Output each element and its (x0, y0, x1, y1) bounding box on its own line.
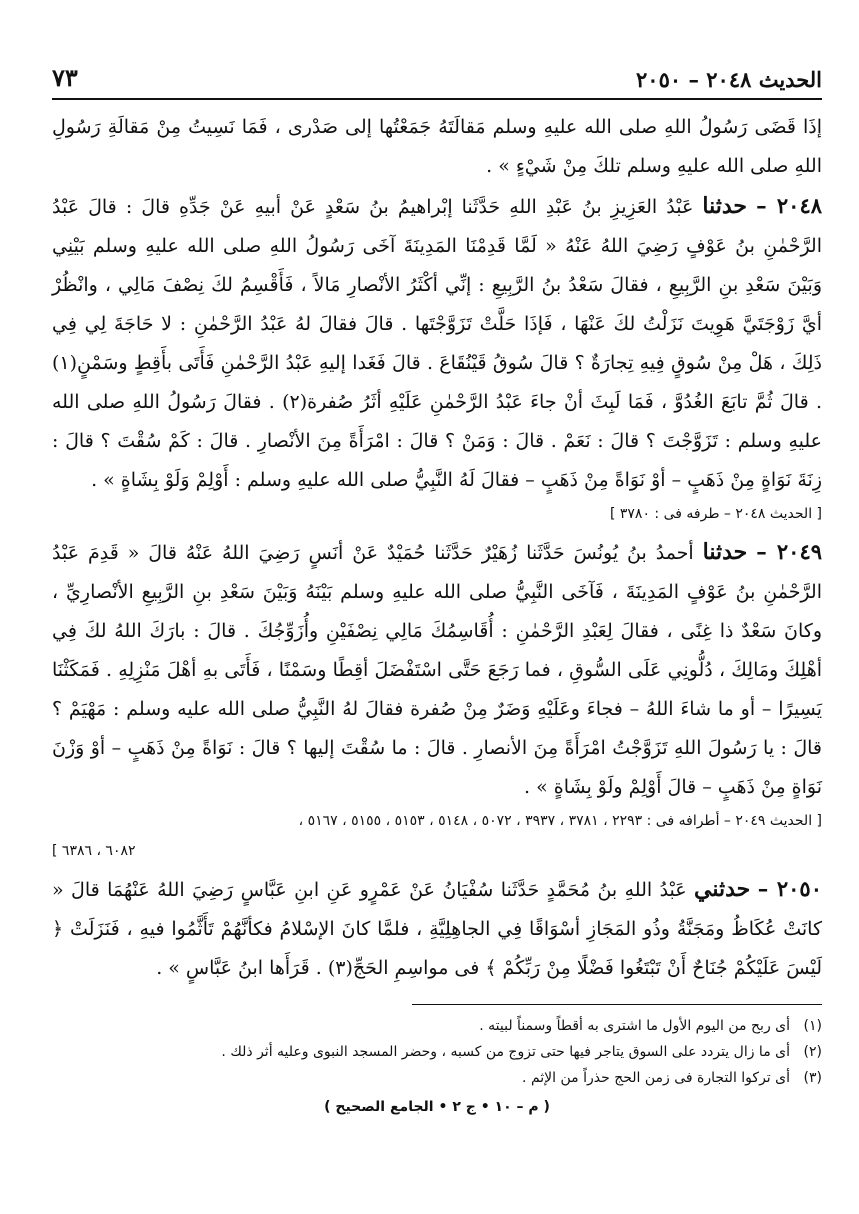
isnad-word: حدثني (694, 876, 751, 902)
footnote-text: أى تركوا التجارة فى زمن الحج حذراً من الإثم . (522, 1070, 790, 1086)
footnote (52, 1065, 822, 1091)
footnote (52, 1039, 822, 1065)
hadith-range: الحديث ٢٠٤٨ – ٢٠٥٠ (636, 67, 822, 92)
footnote-number: (١) (803, 1018, 822, 1034)
hadith-text: عَبْدُ اللهِ بنُ مُحَمَّدٍ حَدَّثَنا سُفْيَانُ عَنْ عَمْرٍو عَنِ ابنِ عَبَّاسٍ رَضِيَ اللهُ عَنْهُمَا قالَ « كانَتْ عُكَاظُ ومَجَنَّةُ وذُو المَجَازِ أسْوَاقًا فِي الجاهِلِيَّةِ ، فلمَّا كانَ الإسْلامُ فكأنَّهُمْ تَأَثَّمُوا فيهِ ، فَنَزَلَتْ ﴿ لَيْسَ عَلَيْكُمْ جُنَاحٌ أَنْ تَبْتَغُوا فَضْلًا مِنْ رَبِّكُمْ ﴾ فى مواسِمِ الحَجِّ(٣) . قَرَأَها ابنُ عَبَّاسٍ » . (52, 879, 822, 979)
volume-label: ( م – ١٠ • ج ٢ • الجامع الصحيح ) (324, 1099, 550, 1115)
hadith-2049-ref-line2 (52, 839, 822, 863)
isnad-word: حدثنا (702, 193, 747, 219)
page-number: ٧٣ (52, 63, 78, 92)
isnad-word: حدثنا (702, 539, 748, 565)
hadith-2050 (52, 869, 822, 988)
hadith-number: ٢٠٤٩ – (756, 539, 823, 564)
hadith-text: عَبْدُ العَزِيزِ بنُ عَبْدِ اللهِ حَدَّثَنا إبْراهيمُ بنُ سَعْدٍ عَنْ أبيهِ عَنْ جَدِّهِ قالَ : قالَ عَبْدُ الرَّحْمٰنِ بنُ عَوْفٍ رَضِيَ اللهُ عَنْهُ « لَمَّا قَدِمْنَا المَدِينَةَ آخَى رَسُولُ اللهِ صلى الله عليهِ وسلم بَيْنِي وَبَيْنَ سَعْدِ بنِ الرَّبِيعِ ، فقالَ سَعْدُ بنُ الرَّبِيعِ : إنِّي أكْثَرُ الأنْصارِ مَالاً ، فَأَقْسِمُ لكَ نِصْفَ مَالِي ، وانْظُرْ أيَّ زَوْجَتَيَّ هَوِيتَ نَزَلْتُ لكَ عَنْهَا ، فَإذَا حَلَّتْ تَزَوَّجْتَها . قالَ فقالَ لهُ عَبْدُ الرَّحْمٰنِ : لا حَاجَةَ لِي فِي ذَلِكَ ، هَلْ مِنْ سُوقٍ فِيهِ تِجارَةٌ ؟ قالَ سُوقُ قَيْنُقَاعَ . قالَ فَغَدا إليهِ عَبْدُ الرَّحْمٰنِ فَأَتَى بأَقِطٍ وسَمْنٍ(١) . قالَ ثُمَّ تابَعَ الغُدُوَّ ، فَمَا لَبِثَ أنْ جاءَ عَبْدُ الرَّحْمٰنِ عَلَيْهِ أثَرُ صُفرة(٢) . فقالَ رَسُولُ اللهِ صلى الله عليهِ وسلم : تَزَوَّجْتَ ؟ قالَ : نَعَمْ . قالَ : وَمَنْ ؟ قالَ : امْرَأَةً مِنَ الأنْصارِ . قالَ : كَمْ سُقْتَ ؟ قالَ : زِنَةَ نَوَاةٍ مِنْ ذَهَبٍ – أوْ نَوَاةً مِنْ ذَهَبٍ – فقالَ لَهُ النَّبِيُّ صلى الله عليهِ وسلم : أَوْلِمْ وَلَوْ بِشَاةٍ » . (52, 196, 822, 491)
footnote-rule (412, 1004, 822, 1005)
footnote-text: أى ما زال يتردد على السوق يتاجر فيها حتى تزوج من كسبه ، وحضر المسجد النبوى وعليه أثر ذلك . (221, 1044, 790, 1060)
page (52, 52, 822, 1115)
hadith-2048-ref: [ الحديث ٢٠٤٨ – طرفه فى : ٣٧٨٠ ] (609, 506, 822, 522)
footnote-number: (٢) (803, 1044, 822, 1060)
footnote-text: أى ربح من اليوم الأول ما اشترى به أقطاً وسمناً لبيته . (479, 1018, 790, 1034)
hadith-text: أحمدُ بنُ يُونُسَ حَدَّثَنا زُهَيْرٌ حَدَّثَنا حُمَيْدٌ عَنْ أنَسٍ رَضِيَ اللهُ عَنْهُ قالَ « قَدِمَ عَبْدُ الرَّحْمٰنِ بنُ عَوْفٍ المَدِينَةَ ، فَآخَى النَّبِيُّ صلى الله عليهِ وسلم بَيْنَهُ وَبَيْنَ سَعْدِ بنِ الرَّبِيعِ الأنْصارِيِّ ، وكانَ سَعْدٌ ذا غِنًى ، فقالَ لِعَبْدِ الرَّحْمٰنِ : أُقَاسِمُكَ مَالِي نِصْفَيْنِ وأُزَوِّجُكَ . قالَ : بارَكَ اللهُ لكَ فِي أهْلِكَ ومَالِكَ ، دُلُّونِي عَلَى السُّوقِ ، فما رَجَعَ حَتَّى اسْتَفْضَلَ أقِطًا وسَمْنًا ، فَأَتَى بهِ أهْلَ مَنْزِلِهِ . فَمَكَثْنَا يَسِيرًا – أو ما شاءَ اللهُ – فجاءَ وعَلَيْهِ وَضَرٌ مِنْ صُفرة فقالَ لهُ النَّبِيُّ صلى الله عليه وسلم : مَهْيَمْ ؟ قالَ : يا رَسُولَ اللهِ تَزَوَّجْتُ امْرَأَةً مِنَ الأنصارِ . قالَ : ما سُقْتَ إليها ؟ قالَ : نَوَاةً مِنْ ذَهَبٍ – أوْ وَزْنَ نَوَاةٍ مِنْ ذَهَبٍ – قالَ أَوْلِمْ ولَوْ بِشَاةٍ » . (52, 542, 822, 798)
footnotes (52, 1013, 822, 1091)
ref-line2-text: ٦٠٨٢ ، ٦٣٨٦ ] (52, 843, 136, 859)
hadith-2049 (52, 532, 822, 807)
page-header (52, 52, 822, 100)
hadith-number: ٢٠٥٠ – (757, 876, 822, 901)
hadith-number: ٢٠٤٨ – (756, 193, 823, 218)
hadith-2049-ref-line1: [ الحديث ٢٠٤٩ – أطرافه فى : ٢٢٩٣ ، ٣٧٨١ ، ٣٩٣٧ ، ٥٠٧٢ ، ٥١٤٨ ، ٥١٥٣ ، ٥١٥٥ ، ٥١٦٧ ، (298, 813, 822, 829)
footnote (52, 1013, 822, 1039)
hadith-2048 (52, 186, 822, 500)
footnote-number: (٣) (803, 1070, 822, 1086)
main-text (52, 108, 822, 988)
continuation-text: إذَا قَضَى رَسُولُ اللهِ صلى الله عليهِ وسلم مَقالَتَهُ جَمَعْتُها إلى صَدْرى ، فَمَا نَسِيتُ مِنْ مَقالَةِ رَسُولِ اللهِ صلى الله عليهِ وسلم تلكَ مِنْ شَيْءٍ » . (52, 116, 822, 177)
